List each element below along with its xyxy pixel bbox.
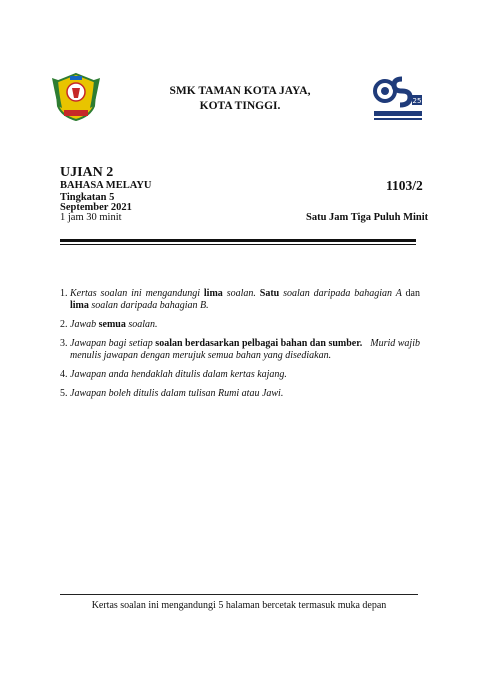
instruction-number: 1. bbox=[60, 288, 68, 299]
exam-subject: BAHASA MELAYU bbox=[60, 180, 152, 191]
instruction-text: Jawab semua soalan. bbox=[70, 319, 158, 330]
instruction-text: Jawapan bagi setiap soalan berdasarkan pelbagai bahan dan sumber. Murid wajib menulis jawapan dengan merujuk semua bahan yang disediakan. bbox=[70, 338, 420, 361]
instruction-number: 2. bbox=[60, 319, 68, 330]
duration-long: Satu Jam Tiga Puluh Minit bbox=[306, 212, 429, 223]
footer-divider bbox=[60, 594, 418, 595]
exam-title: UJIAN 2 bbox=[60, 165, 114, 180]
header-divider-thick bbox=[60, 239, 416, 242]
instructions-list bbox=[60, 288, 420, 407]
school-name-line2: KOTA TINGGI. bbox=[199, 100, 281, 112]
instruction-item bbox=[60, 369, 420, 381]
instruction-item bbox=[60, 288, 420, 312]
instruction-item bbox=[60, 338, 420, 362]
duration-short: 1 jam 30 minit bbox=[60, 212, 122, 223]
page-count-note: Kertas soalan ini mengandungi 5 halaman bercetak termasuk muka depan bbox=[91, 600, 387, 611]
instruction-text: Kertas soalan ini mengandungi lima soalan. Satu soalan daripada bahagian A dan lima soalan daripada bahagian B. bbox=[70, 288, 420, 311]
school-name-line1: SMK TAMAN KOTA JAYA, bbox=[169, 85, 311, 97]
header-divider-thin bbox=[60, 244, 416, 245]
paper-code: 1103/2 bbox=[386, 178, 423, 193]
instruction-text: Jawapan boleh ditulis dalam tulisan Rumi atau Jawi. bbox=[70, 388, 284, 399]
instruction-number: 3. bbox=[60, 338, 68, 349]
exam-form: Tingkatan 5 bbox=[60, 192, 115, 203]
instruction-number: 4. bbox=[60, 369, 68, 380]
instruction-text: Jawapan anda hendaklah ditulis dalam kertas kajang. bbox=[70, 369, 287, 380]
exam-date: September 2021 bbox=[60, 202, 132, 213]
instruction-number: 5. bbox=[60, 388, 68, 399]
ministry-logo-icon bbox=[372, 73, 424, 127]
logo-badge-number: 25 bbox=[412, 97, 422, 105]
instruction-item bbox=[60, 388, 420, 400]
instruction-item bbox=[60, 319, 420, 331]
school-name bbox=[130, 84, 350, 114]
school-crest-icon bbox=[50, 72, 102, 122]
